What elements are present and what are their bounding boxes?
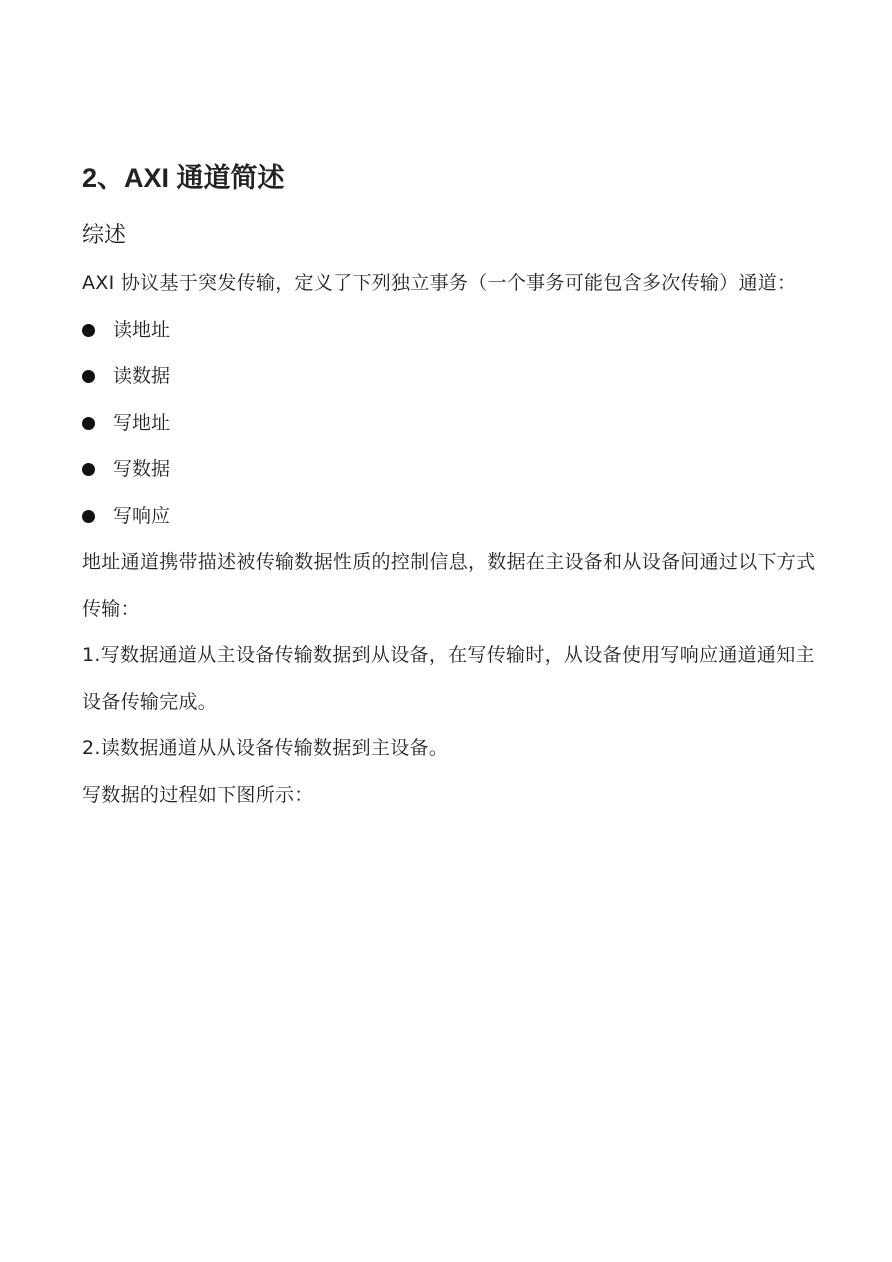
section-heading: 2、AXI 通道简述 — [82, 163, 285, 193]
bullet-dot-icon — [82, 324, 95, 337]
list-item-label: 读地址 — [113, 318, 171, 341]
list-item-label: 写数据 — [113, 458, 171, 480]
bullet-dot-icon — [82, 510, 95, 523]
list-item-label: 写地址 — [113, 411, 171, 434]
list-item-label: 写响应 — [113, 504, 171, 527]
list-item — [82, 353, 822, 400]
list-item-label: 读数据 — [113, 365, 171, 387]
read-paragraph: 2.读数据通道从从设备传输数据到主设备。 — [82, 737, 449, 759]
channel-list — [82, 307, 822, 540]
document-content — [82, 158, 822, 818]
transfer-paragraph: 地址通道携带描述被传输数据性质的控制信息，数据在主设备和从设备间通过以下方式传输： — [82, 551, 816, 620]
bullet-dot-icon — [82, 370, 95, 383]
list-item — [82, 446, 822, 493]
list-item — [82, 400, 822, 447]
bullet-dot-icon — [82, 417, 95, 430]
write-paragraph: 1.写数据通道从主设备传输数据到从设备，在写传输时，从设备使用写响应通道通知主设备传输完成。 — [82, 644, 815, 713]
intro-paragraph: AXI 协议基于突发传输，定义了下列独立事务（一个事务可能包含多次传输）通道： — [82, 272, 797, 294]
list-item — [82, 307, 822, 354]
bullet-dot-icon — [82, 463, 95, 476]
figure-intro-paragraph: 写数据的过程如下图所示： — [82, 783, 314, 806]
subsection-heading: 综述 — [82, 223, 127, 248]
list-item — [82, 493, 822, 540]
